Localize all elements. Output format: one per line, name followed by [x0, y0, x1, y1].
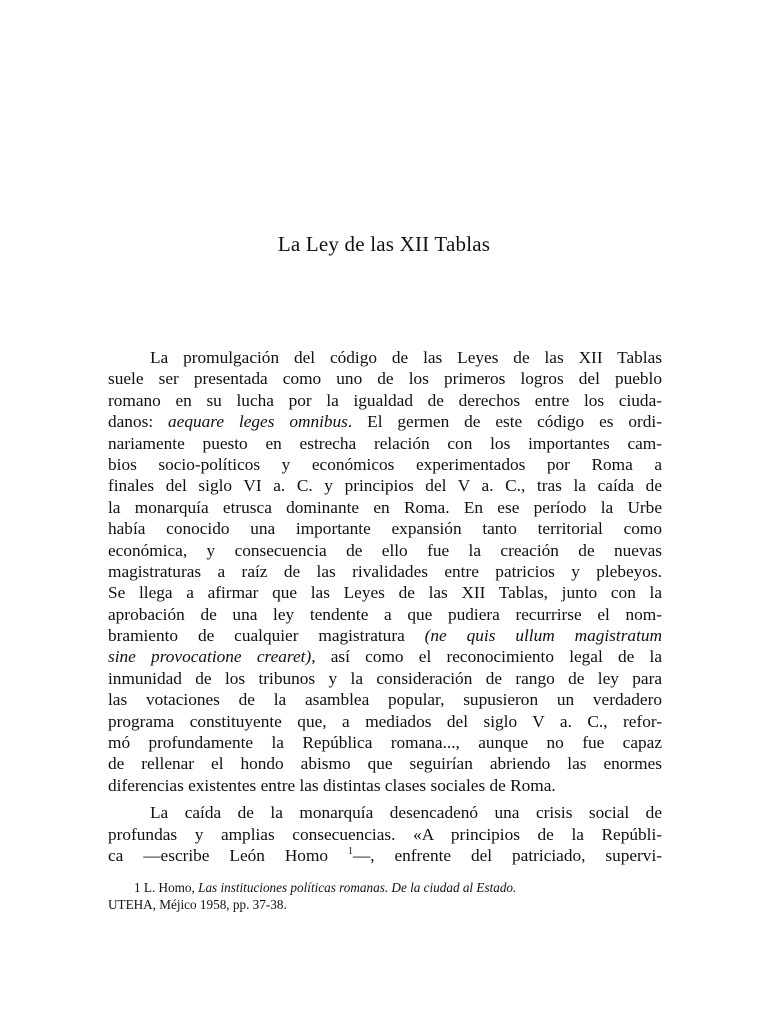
text-line: mó profundamente la República romana..., aunque no fue capaz	[108, 733, 662, 753]
latin-phrase: sine provocatione crearet),	[108, 647, 316, 667]
footnote-line	[108, 879, 662, 896]
text-line: las votaciones de la asamblea popular, supusieron un verdadero	[108, 690, 662, 710]
text-line: aprobación de una ley tendente a que pudiera recurrirse el nom-	[108, 604, 662, 624]
text-line: diferencias existentes entre las distintas clases sociales de Roma.	[108, 775, 556, 795]
footnote-line: UTEHA, Méjico 1958, pp. 37-38.	[108, 897, 287, 912]
text-line: finales del siglo VI a. C. y principios del V a. C., tras la caída de	[108, 476, 662, 496]
text-span: así como el reconocimiento legal de la	[315, 647, 663, 667]
text-line: La promulgación del código de las Leyes de las XII Tablas	[150, 348, 662, 367]
body-text	[108, 347, 662, 866]
footnote-author: L. Homo,	[140, 880, 199, 895]
text-line: suele ser presentada como uno de los primeros logros del pueblo	[108, 369, 662, 389]
text-line: bios socio-políticos y económicos experimentados por Roma a	[108, 454, 662, 474]
text-line: romano en su lucha por la igualdad de derechos entre los ciuda-	[108, 390, 662, 410]
text-line	[108, 625, 662, 646]
text-span: —, enfrente del patriciado, supervi-	[352, 845, 662, 865]
text-span: . El germen de este código es ordi-	[347, 412, 662, 432]
chapter-title: La Ley de las XII Tablas	[277, 232, 491, 256]
text-line: profundas y amplias consecuencias. «A principios de la Repúbli-	[108, 824, 662, 844]
text-line: había conocido una importante expansión tanto territorial como	[108, 519, 662, 539]
text-span: bramiento de cualquier magistratura	[108, 626, 425, 646]
text-line: nariamente puesto en estrecha relación con los importantes cam-	[108, 433, 662, 453]
text-line: magistraturas a raíz de las rivalidades entre patricios y plebeyos.	[108, 561, 662, 581]
text-line	[108, 646, 662, 667]
footnote-reference: 1	[347, 846, 353, 858]
footnote-book-title: Las instituciones políticas romanas. De la ciudad al Estado.	[198, 880, 517, 895]
text-line: La caída de la monarquía desencadenó una crisis social de	[150, 803, 662, 823]
paragraph-2	[108, 802, 662, 866]
text-span: ca —escribe León Homo	[108, 845, 348, 865]
text-line: económica, y consecuencia de ello fue la creación de nuevas	[108, 540, 662, 560]
text-line: inmunidad de los tribunos y la consideración de rango de ley para	[108, 668, 662, 688]
latin-phrase: aequare leges omnibus	[168, 412, 348, 432]
footnote	[108, 879, 662, 913]
footnote-number: 1	[134, 880, 141, 895]
paragraph-1	[108, 347, 662, 796]
text-line: Se llega a afirmar que las Leyes de las XII Tablas, junto con la	[108, 583, 662, 603]
text-span: danos:	[108, 412, 169, 432]
text-line: programa constituyente que, a mediados del siglo V a. C., refor-	[108, 711, 662, 731]
latin-phrase: (ne quis ullum magistratum	[424, 626, 662, 646]
text-line	[108, 845, 662, 866]
text-line	[108, 411, 662, 432]
text-line: la monarquía etrusca dominante en Roma. En ese período la Urbe	[108, 497, 662, 517]
text-line: de rellenar el hondo abismo que seguirían abriendo las enormes	[108, 754, 662, 774]
